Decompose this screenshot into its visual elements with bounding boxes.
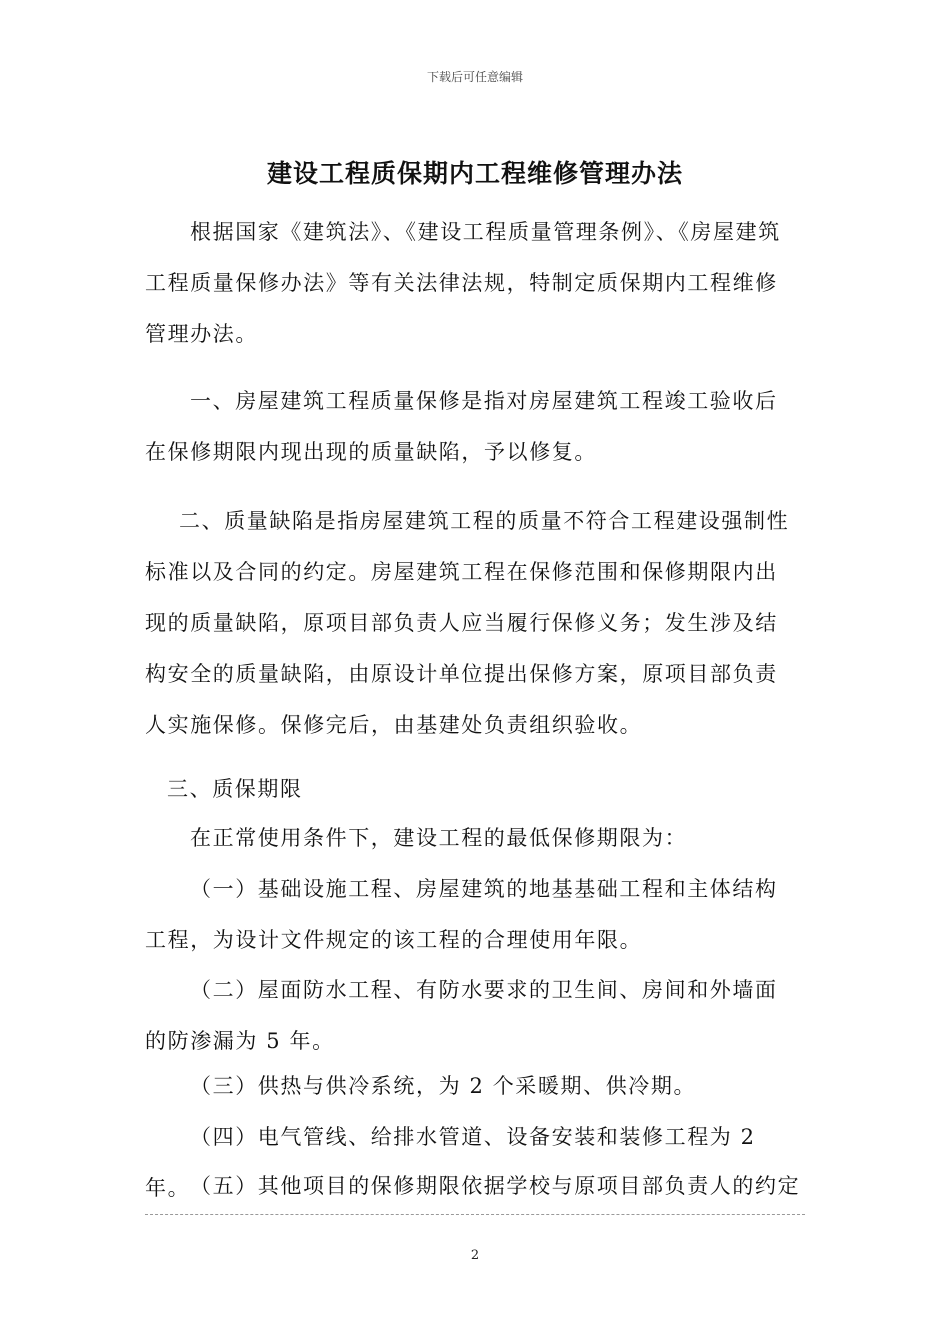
document-title: 建设工程质保期内工程维修管理办法 bbox=[266, 159, 683, 188]
section-two-paragraph: 二、质量缺陷是指房屋建筑工程的质量不符合工程建设强制性标准以及合同的约定。房屋建筑工程在保修范围和保修期限内出现的质量缺陷，原项目部负责人应当履行保修义务；发生涉及结构安全的质量缺陷，由原设计单位提出保修方案，原项目部负责人实施保修。保修完后，由基建处负责组织验收。 bbox=[145, 509, 790, 737]
header-note: 下载后可任意编辑 bbox=[426, 70, 523, 84]
page-number: 2 bbox=[470, 1248, 480, 1263]
warranty-item-5: （五）其他项目的保修期限依据学校与原项目部负责人的约定 bbox=[190, 1174, 801, 1198]
warranty-item-2: （二）屋面防水工程、有防水要求的卫生间、房间和外墙面的防渗漏为 5 年。 bbox=[145, 978, 778, 1053]
section-one-paragraph: 一、房屋建筑工程质量保修是指对房屋建筑工程竣工验收后在保修期限内现出现的质量缺陷，予以修复。 bbox=[145, 389, 778, 464]
conditions-paragraph: 在正常使用条件下，建设工程的最低保修期限为： bbox=[190, 826, 688, 850]
page-break-divider bbox=[145, 1214, 805, 1215]
warranty-item-4: （四）电气管线、给排水管道、设备安装和装修工程为 2 年。 bbox=[145, 1125, 756, 1200]
warranty-item-1: （一）基础设施工程、房屋建筑的地基基础工程和主体结构工程，为设计文件规定的该工程的合理使用年限。 bbox=[145, 877, 778, 952]
section-three-heading: 三、质保期限 bbox=[167, 777, 303, 801]
intro-paragraph: 根据国家《建筑法》、《建设工程质量管理条例》、《房屋建筑工程质量保修办法》等有关法律法规，特制定质保期内工程维修管理办法。 bbox=[145, 220, 781, 346]
warranty-item-3: （三）供热与供冷系统，为 2 个采暖期、供冷期。 bbox=[190, 1074, 697, 1098]
